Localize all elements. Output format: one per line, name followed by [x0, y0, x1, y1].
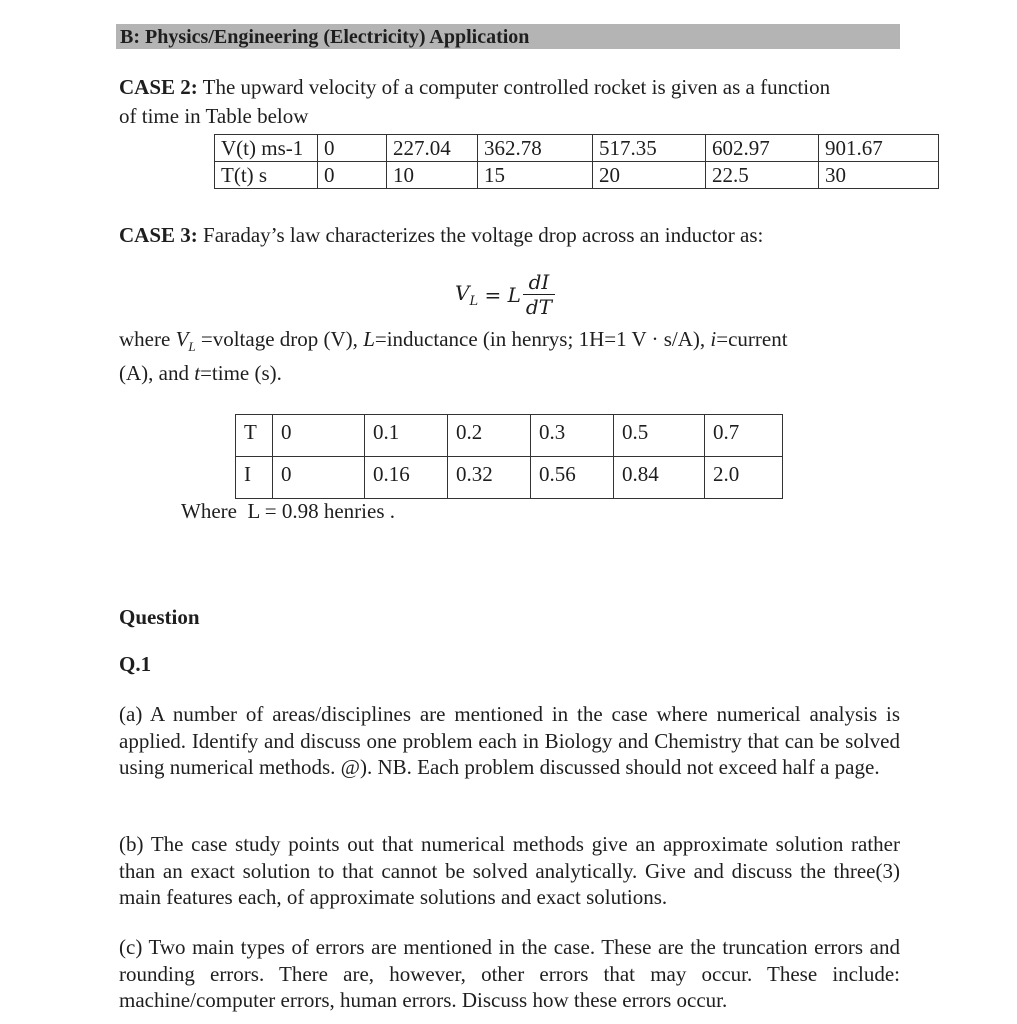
symbol-t: t — [194, 361, 201, 386]
table-cell: 0.32 — [448, 457, 531, 499]
table-cell: 0 — [318, 162, 387, 189]
table-cell: 0.2 — [448, 415, 531, 457]
table-cell: 227.04 — [387, 135, 478, 162]
symbol-i: i — [710, 327, 717, 351]
where-text: =current — [716, 327, 788, 351]
question-number: Q.1 — [119, 652, 152, 676]
case3-label: CASE 3: — [119, 223, 198, 247]
equation-numerator: dI — [528, 270, 550, 294]
case3-where-paragraph — [119, 326, 909, 387]
section-header — [116, 24, 900, 49]
row-header: V(t) ms-1 — [215, 135, 318, 162]
question-part-b: (b) The case study points out that numerical methods give an approximate solution rather than an exact solution to that cannot be solved analytically. Give and discuss the three(3) main features each, of approximate solutions and exact solutions. — [119, 832, 900, 909]
table-cell: 0.3 — [531, 415, 614, 457]
table-cell: 517.35 — [593, 135, 706, 162]
table-cell: 901.67 — [819, 135, 939, 162]
section-title: B: Physics/Engineering (Electricity) Application — [120, 26, 530, 48]
table-cell: 0 — [318, 135, 387, 162]
inductor-table — [235, 414, 783, 499]
table-cell: 602.97 — [706, 135, 819, 162]
case3-text: Faraday’s law characterizes the voltage drop across an inductor as: — [197, 223, 764, 247]
equation-denominator: dT — [523, 294, 555, 319]
where-text: =voltage drop (V), — [195, 327, 364, 351]
table-cell: 2.0 — [705, 457, 783, 499]
where-text: =inductance (in henrys; 1H=1 V · s/A), — [374, 327, 711, 351]
table-cell: 10 — [387, 162, 478, 189]
symbol-vl — [175, 327, 196, 355]
table-cell: 15 — [478, 162, 593, 189]
equation-lhs — [455, 281, 478, 309]
where-line1 — [119, 326, 909, 360]
table-cell: 22.5 — [706, 162, 819, 189]
equation-v: V — [455, 280, 470, 305]
row-header: T — [236, 415, 273, 457]
symbol-sub-l: L — [188, 339, 196, 355]
case2-label: CASE 2: — [119, 75, 198, 99]
table-row-current — [236, 457, 783, 499]
inductance-note: Where L = 0.98 henries . — [181, 499, 395, 523]
table-cell: 0 — [273, 457, 365, 499]
where-prefix: where — [119, 327, 176, 351]
case2-paragraph — [119, 73, 909, 131]
table-cell: 20 — [593, 162, 706, 189]
table-row-time — [236, 415, 783, 457]
case2-line2: of time in Table below — [119, 104, 309, 128]
table-cell: 0.84 — [614, 457, 705, 499]
table-cell: 0.56 — [531, 457, 614, 499]
row-header: T(t) s — [215, 162, 318, 189]
table-cell: 0 — [273, 415, 365, 457]
equation-sub-l: L — [469, 293, 479, 309]
where-line2 — [119, 360, 909, 387]
equation-equals: = — [478, 282, 508, 307]
where-text: (A), and — [119, 361, 195, 386]
case3-paragraph — [119, 221, 909, 250]
table-cell: 0.16 — [365, 457, 448, 499]
case2-line1 — [119, 73, 909, 102]
symbol-l: L — [363, 327, 375, 351]
equation-fraction — [523, 270, 555, 319]
case2-text: The upward velocity of a computer controlled rocket is given as a function — [197, 75, 831, 99]
row-header: I — [236, 457, 273, 499]
table-cell: 0.5 — [614, 415, 705, 457]
table-cell: 30 — [819, 162, 939, 189]
table-cell: 0.1 — [365, 415, 448, 457]
table-row-velocity — [215, 135, 939, 162]
symbol-v: V — [175, 327, 189, 351]
faraday-equation — [455, 270, 555, 319]
table-row-time — [215, 162, 939, 189]
question-heading: Question — [119, 605, 200, 629]
question-part-a: (a) A number of areas/disciplines are mentioned in the case where numerical analysis is applied. Identify and discuss one problem each in Biology and Chemistry that can be solved using numerical methods. @). NB. Each problem discussed should not exceed half a page. — [119, 702, 900, 779]
velocity-table — [214, 134, 939, 189]
equation-l: L — [507, 282, 521, 307]
where-text: =time (s). — [200, 361, 282, 386]
table-cell: 0.7 — [705, 415, 783, 457]
question-part-c: (c) Two main types of errors are mentioned in the case. These are the truncation errors and rounding errors. There are, however, other errors that may occur. These include: machine/computer errors, human errors. Discuss how these errors occur. — [119, 935, 900, 1012]
table-cell: 362.78 — [478, 135, 593, 162]
